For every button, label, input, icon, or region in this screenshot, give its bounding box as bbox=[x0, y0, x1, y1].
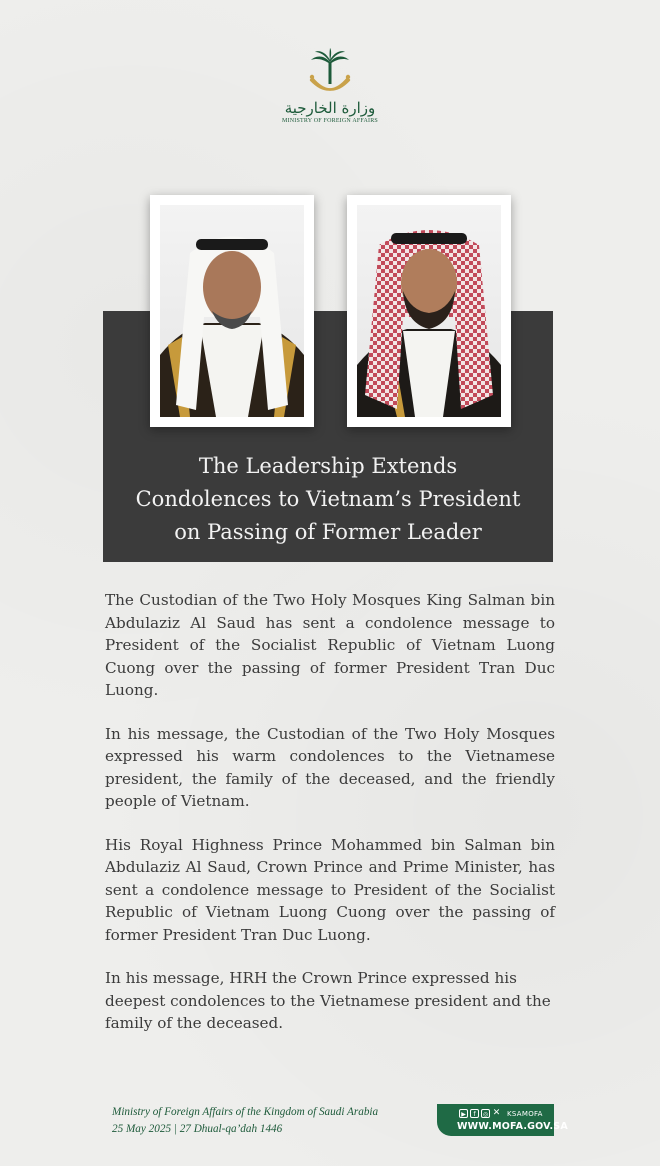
facebook-icon[interactable]: f bbox=[470, 1109, 479, 1118]
social-banner[interactable] bbox=[437, 1104, 568, 1136]
headline bbox=[103, 450, 553, 549]
headline-line-2: Condolences to Vietnam’s President bbox=[135, 487, 521, 511]
article-body bbox=[105, 589, 555, 1056]
logo-arabic-text: وزارة الخارجية bbox=[284, 99, 376, 117]
footer-credit bbox=[112, 1104, 378, 1138]
portrait-crown-prince bbox=[347, 195, 511, 427]
headline-line-3: on Passing of Former Leader bbox=[174, 520, 482, 544]
paragraph-2: In his message, the Custodian of the Two Holy Mosques expressed his warm condolences to the Vietnamese president, the family of the deceased, and the friendly people of Vietnam. bbox=[105, 724, 555, 810]
paragraph-4: In his message, HRH the Crown Prince expressed his deepest condolences to the Vietnamese president and the family of the deceased. bbox=[105, 969, 551, 1032]
instagram-icon[interactable]: ◎ bbox=[482, 1111, 489, 1118]
palm-swords-emblem-icon bbox=[305, 48, 355, 100]
footer-ministry: Ministry of Foreign Affairs of the Kingdom of Saudi Arabia bbox=[112, 1106, 379, 1118]
x-icon[interactable]: ✕ bbox=[492, 1108, 501, 1118]
paragraph-1: The Custodian of the Two Holy Mosques King Salman bin Abdulaziz Al Saud has sent a condolence message to President of the Socialist Republic of Vietnam Luong Cuong over the passing of former President Tran Duc Luong. bbox=[105, 591, 555, 699]
social-handle: KSAMOFA bbox=[507, 1110, 543, 1118]
ministry-logo bbox=[270, 48, 390, 148]
portrait-king bbox=[150, 195, 314, 427]
website-link[interactable]: WWW.MOFA.GOV.SA bbox=[457, 1121, 568, 1132]
footer-date: 25 May 2025 | 27 Dhual-qa’dah 1446 bbox=[112, 1123, 283, 1135]
king-portrait-image bbox=[160, 205, 304, 417]
crown-prince-portrait-image bbox=[357, 205, 501, 417]
paragraph-3: His Royal Highness Prince Mohammed bin Salman bin Abdulaziz Al Saud, Crown Prince and Prime Minister, has sent a condolence message to President of the Socialist Republic of Vietnam Luong Cuong over the passing of former President Tran Duc Luong. bbox=[105, 835, 555, 944]
logo-english-text: MINISTRY OF FOREIGN AFFAIRS bbox=[282, 118, 378, 124]
youtube-icon[interactable]: ▶ bbox=[459, 1109, 468, 1118]
social-icons bbox=[459, 1109, 501, 1118]
headline-line-1: The Leadership Extends bbox=[198, 454, 458, 478]
